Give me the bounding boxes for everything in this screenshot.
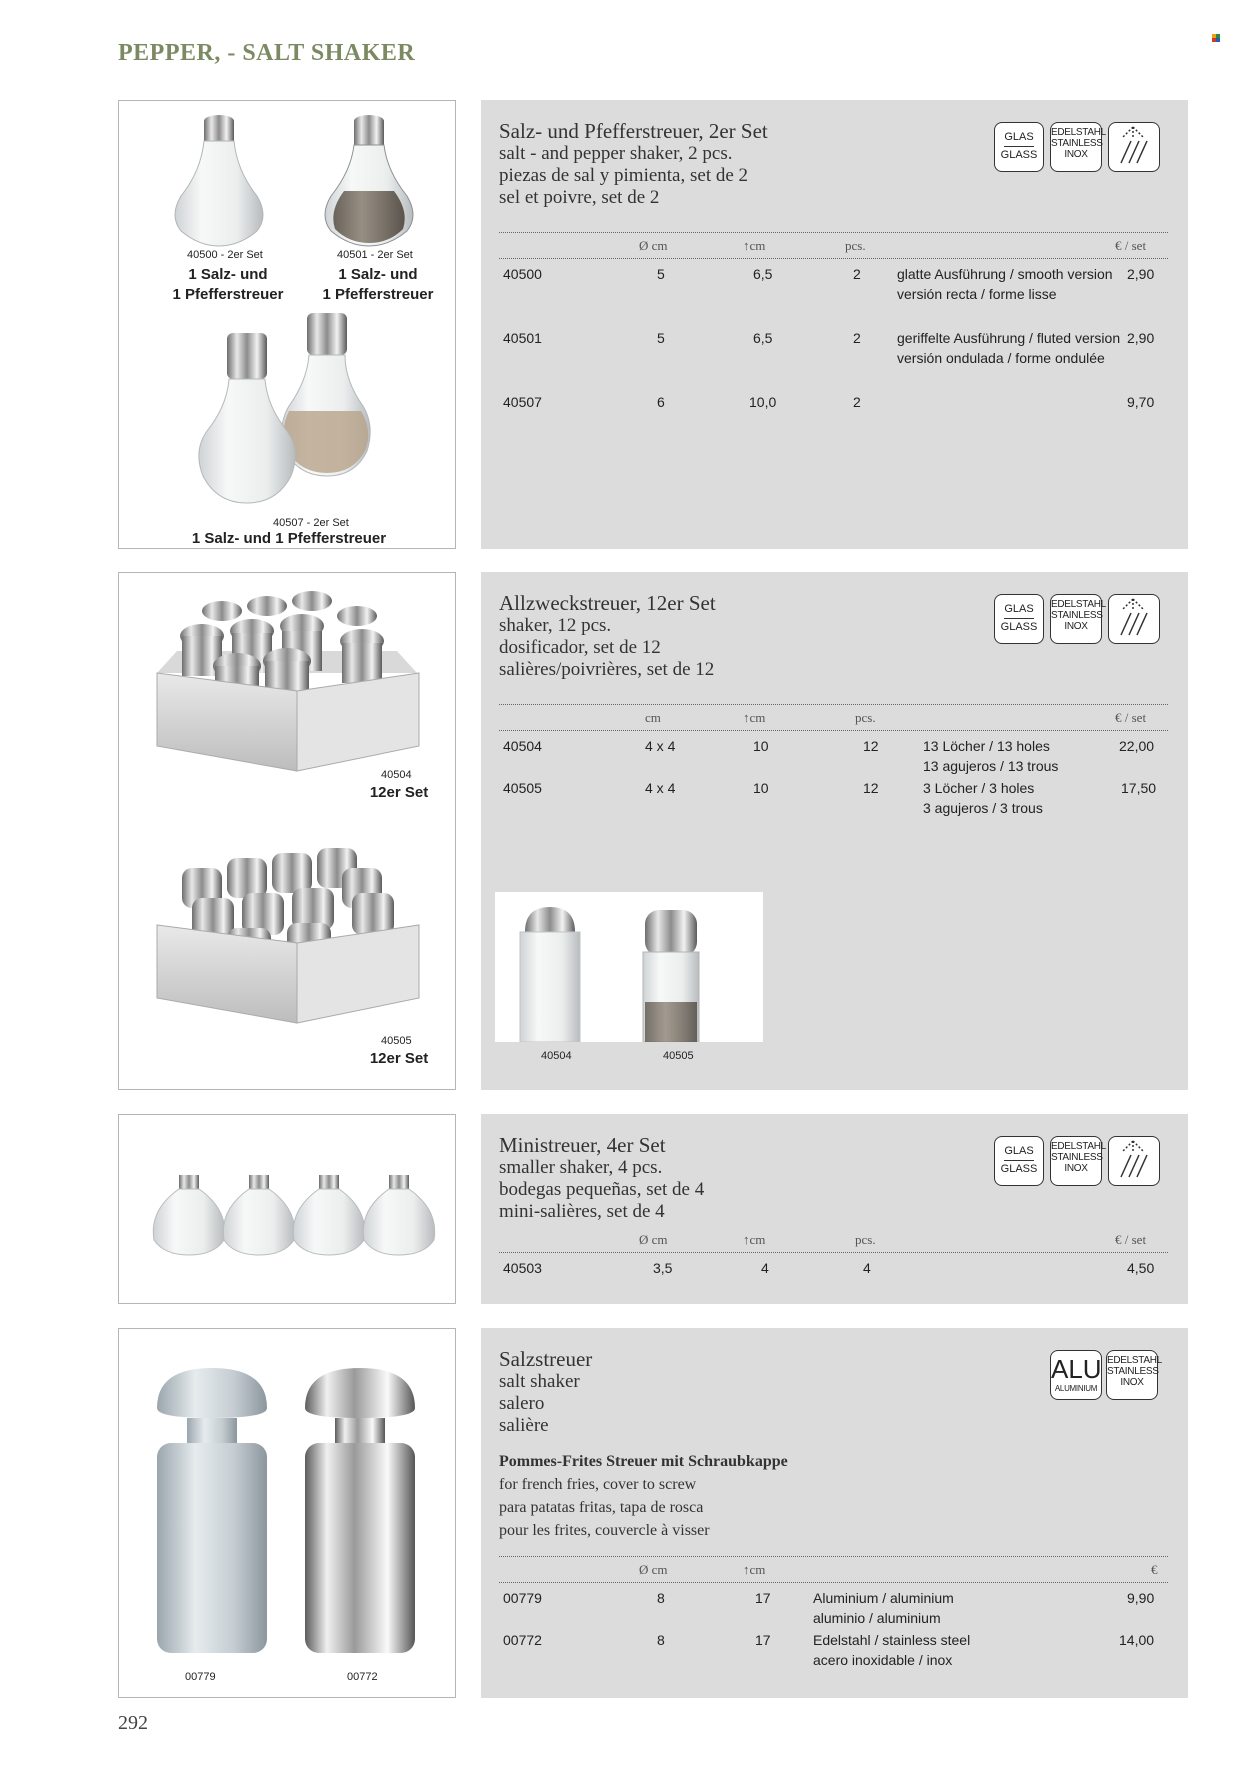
row-size: 3,5 [653,1260,673,1276]
col-header-size: Ø cm [639,238,668,253]
row-description: glatte Ausführung / smooth version versión recta / forme lisse [897,266,1113,302]
caption-code: 00779 [185,1671,216,1683]
caption-name: 1 Salz- und 1 Pfefferstreuer [191,530,387,547]
product-title-block: Salz- und Pfefferstreuer, 2er Set salt - and pepper shaker, 2 pcs. piezas de sal y pimienta, set de 2 sel et poivre, set de 2 [499,119,768,208]
col-header-price: € / set [1115,238,1147,253]
col-header-price: € / set [1115,1232,1147,1247]
caption-name: 12er Set [369,1050,429,1067]
glass-badge: GLAS GLASS [994,122,1044,172]
caption-code: 40500 - 2er Set [187,249,263,261]
col-header-price: € / set [1115,710,1147,725]
caption-code: 40507 - 2er Set [273,517,349,529]
col-header-height: ↑cm [743,238,766,253]
row-description: Edelstahl / stainless steel acero inoxidable / inox [813,1632,971,1668]
row-size: 8 [657,1590,665,1606]
row-code: 40500 [503,266,542,282]
product-info-panel-2 [481,572,1188,1090]
col-header-pcs: pcs. [845,238,866,253]
col-header-price: € [1151,1562,1158,1577]
row-price: 4,50 [1127,1260,1155,1276]
row-size: 5 [657,266,665,282]
salt-shaker-00779-image [147,1363,277,1663]
row-description: Aluminium / aluminium aluminio / aluminium [813,1590,954,1626]
shaker-40500-image [159,111,279,251]
row-pcs: 2 [853,330,861,346]
caption-code: 40504 [381,769,412,781]
col-header-pcs: pcs. [855,710,876,725]
row-description: 3 Löcher / 3 holes 3 agujeros / 3 trous [923,780,1043,816]
mini-shakers-40503-image [139,1155,439,1275]
caption-name: 12er Set [369,784,429,801]
dishwasher-safe-icon [1108,1136,1160,1186]
product-image-panel-4 [118,1328,456,1698]
product-title-block: Ministreuer, 4er Set smaller shaker, 4 pcs. bodegas pequeñas, set de 4 mini-salières, set de 4 [499,1133,705,1222]
glass-badge: GLAS GLASS [994,594,1044,644]
col-header-size: cm [645,710,661,725]
row-pcs: 2 [853,266,861,282]
row-price: 17,50 [1121,780,1157,796]
col-header-pcs: pcs. [855,1232,876,1247]
row-price: 2,90 [1127,266,1155,282]
row-code: 40503 [503,1260,542,1276]
col-header-height: ↑cm [743,710,766,725]
row-size: 4 x 4 [645,738,676,754]
product-title-block: Allzweckstreuer, 12er Set shaker, 12 pcs. dosificador, set de 12 salières/poivrières, set de 12 [499,591,716,680]
row-code: 40501 [503,330,542,346]
page-number: 292 [118,1712,148,1734]
stainless-steel-badge: EDELSTAHL STAINLESS INOX [1050,122,1102,172]
shaker-40501-image [309,111,429,251]
product-info-panel-4 [481,1328,1188,1698]
product-title-block: Salzstreuer salt shaker salero salière [499,1347,593,1436]
single-shakers-image [495,892,763,1042]
product-info-panel-3 [481,1114,1188,1304]
aluminium-badge: ALU ALUMINIUM [1050,1350,1102,1400]
stainless-steel-badge: EDELSTAHL STAINLESS INOX [1050,1136,1102,1186]
row-height: 10 [753,780,769,796]
row-height: 10 [753,738,769,754]
col-header-size: Ø cm [639,1232,668,1247]
product-image-panel-2 [118,572,456,1090]
glass-badge: GLAS GLASS [994,1136,1044,1186]
product-subtitle-block: Pommes-Frites Streuer mit Schraubkappe for french fries, cover to screw para patatas fritas, tapa de rosca pour les frites, couvercle à visser [499,1453,788,1539]
row-pcs: 12 [863,738,879,754]
row-size: 5 [657,330,665,346]
row-code: 40505 [503,780,542,796]
page-title: PEPPER, - SALT SHAKER [118,40,416,66]
caption-code: 40504 [541,1050,572,1062]
salt-shaker-00772-image [295,1363,425,1663]
row-pcs: 2 [853,394,861,410]
col-header-height: ↑cm [743,1232,766,1247]
row-pcs: 12 [863,780,879,796]
product-image-panel-1 [118,100,456,549]
caption-code: 40505 [663,1050,694,1062]
product-info-panel-1 [481,100,1188,549]
dishwasher-safe-icon [1108,594,1160,644]
row-code: 40504 [503,738,542,754]
stainless-steel-badge: EDELSTAHL STAINLESS INOX [1050,594,1102,644]
row-pcs: 4 [863,1260,871,1276]
col-header-size: Ø cm [639,1562,668,1577]
row-size: 8 [657,1632,665,1648]
shaker-40507-image [189,311,389,511]
row-height: 17 [755,1590,771,1606]
row-code: 00779 [503,1590,542,1606]
row-size: 6 [657,394,665,410]
row-code: 00772 [503,1632,542,1648]
row-height: 10,0 [749,394,777,410]
row-height: 4 [761,1260,769,1276]
dishwasher-safe-icon [1108,122,1160,172]
col-header-height: ↑cm [743,1562,766,1577]
row-price: 2,90 [1127,330,1155,346]
row-price: 9,70 [1127,394,1155,410]
caption-code: 00772 [347,1671,378,1683]
row-description: geriffelte Ausführung / fluted version versión ondulada / forme ondulée [897,330,1121,366]
caption-code: 40505 [381,1035,412,1047]
row-price: 22,00 [1119,738,1155,754]
row-code: 40507 [503,394,542,410]
caption-name: 1 Salz- und 1 Pfefferstreuer [172,266,284,303]
caption-code: 40501 - 2er Set [337,249,413,261]
row-price: 14,00 [1119,1632,1155,1648]
caption-name: 1 Salz- und 1 Pfefferstreuer [322,266,434,303]
stainless-steel-badge: EDELSTAHL STAINLESS INOX [1106,1350,1158,1400]
row-price: 9,90 [1127,1590,1155,1606]
product-image-panel-3 [118,1114,456,1304]
row-description: 13 Löcher / 13 holes 13 agujeros / 13 trous [923,738,1059,774]
row-height: 17 [755,1632,771,1648]
shaker-set-40505-image [137,833,437,1053]
row-height: 6,5 [753,266,773,282]
row-height: 6,5 [753,330,773,346]
color-mark [1212,34,1220,42]
row-size: 4 x 4 [645,780,676,796]
